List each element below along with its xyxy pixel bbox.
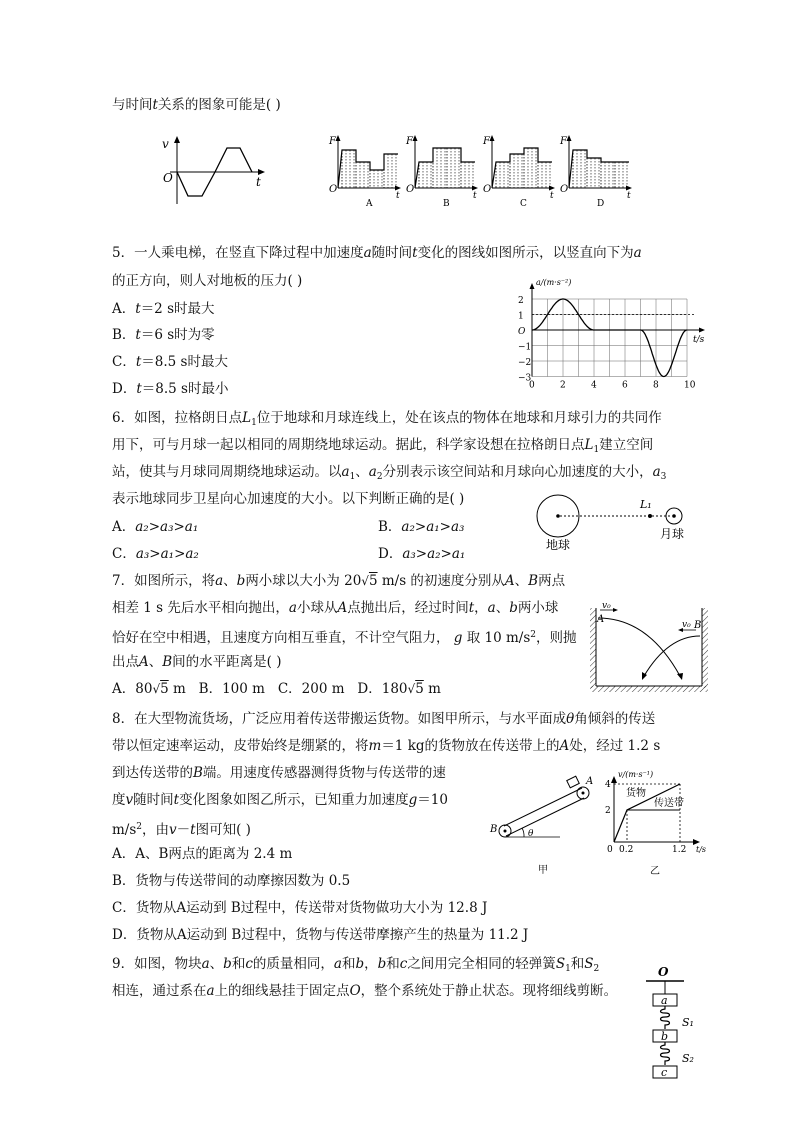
q5-xtick: 0 bbox=[529, 380, 535, 391]
q8-caption-yi: 乙 bbox=[650, 866, 660, 877]
f-graph-o-label: O bbox=[406, 184, 415, 195]
f-graph-t-label: t bbox=[550, 191, 554, 201]
f-graph-option-label: D bbox=[597, 199, 605, 209]
q6-option-a[interactable]: A．a₂>a₃>a₁ bbox=[112, 519, 199, 535]
q8-vt-origin: 0 bbox=[607, 845, 613, 855]
vt-v-label: v bbox=[162, 137, 169, 151]
f-graph-f-label: F bbox=[483, 136, 490, 147]
q6-option-b[interactable]: B．a₂>a₁>a₃ bbox=[378, 519, 465, 535]
f-graph-o-label: O bbox=[560, 184, 569, 195]
q5-ytitle: a/(m·s⁻²) bbox=[536, 278, 572, 287]
q5-xtick: 10 bbox=[684, 380, 696, 391]
q8-point-b: B bbox=[490, 824, 498, 835]
q7-options bbox=[112, 680, 441, 698]
l1-point bbox=[648, 514, 652, 518]
moon-label: 月球 bbox=[660, 527, 685, 541]
q6-line-1: 6．如图，拉格朗日点$L_1$位于地球和月球连线上，处在该点的物体在地球和月球引力的共同作 bbox=[112, 410, 662, 428]
q5-ytick: 1 bbox=[518, 311, 524, 322]
q8-option-c[interactable]: C．货物从A运动到 B过程中，传送带对货物做功大小为 12.8 J bbox=[112, 900, 488, 916]
q8-line-5: $m/s^2$，由v－t图可知( ) bbox=[112, 822, 251, 838]
svg-text:S₁: S₁ bbox=[682, 1016, 694, 1029]
f-graph-option-label: C bbox=[520, 199, 527, 209]
intro-text-after: 关系的图象可能是( ) bbox=[157, 97, 281, 113]
q7-line-3: 恰好在空中相遇，且速度方向相互垂直，不计空气阻力， g 取 10 $m/s^2$，则抛 bbox=[112, 630, 577, 646]
q7-line-1: 7．如图所示，将a、b两小球以大小为 20√5 m/s 的初速度分别从A、B两点 bbox=[112, 573, 566, 589]
q8-line-3: 到达传送带的B端。用速度传感器测得货物与传送带的速 bbox=[112, 765, 446, 781]
q8-line-2: 带以恒定速率运动，皮带始终是绷紧的，将m＝1 kg的货物放在传送带上的A处，经过 1.2 s bbox=[112, 738, 661, 754]
q6-line-4: 表示地球同步卫星向心加速度的大小。以下判断正确的是( ) bbox=[112, 491, 465, 507]
svg-text:c: c bbox=[661, 1066, 668, 1079]
f-graph-o-label: O bbox=[483, 184, 492, 195]
q8-theta: θ bbox=[528, 829, 534, 839]
q8-vt-x02: 0.2 bbox=[619, 845, 634, 855]
f-graph-f-label: F bbox=[406, 136, 413, 147]
q7-point-b: B bbox=[694, 620, 702, 631]
q7-option-a[interactable]: A．80√5 m bbox=[112, 681, 186, 697]
q9-point-o: O bbox=[658, 965, 669, 979]
q8-vt-ytitle: v/(m·s⁻¹) bbox=[618, 770, 654, 779]
q7-v0b: v₀ bbox=[682, 620, 691, 630]
q7-option-d[interactable]: D．180√5 m bbox=[357, 681, 441, 697]
q5-xtick: 8 bbox=[653, 380, 659, 391]
svg-text:b: b bbox=[661, 1030, 669, 1043]
q7-option-b[interactable]: B．100 m bbox=[198, 681, 265, 697]
q8-line-4: 度v随时间t变化图象如图乙所示，已知重力加速度g＝10 bbox=[112, 792, 448, 808]
q9-spring-figure bbox=[640, 964, 704, 1088]
q8-point-a: A bbox=[586, 776, 594, 787]
q8-caption-jia: 甲 bbox=[538, 865, 548, 876]
vt-o-label: O bbox=[163, 171, 173, 185]
f-graph-t-label: t bbox=[473, 191, 477, 201]
q8-vt-cargo: 货物 bbox=[626, 788, 646, 799]
q5-ytick: −3 bbox=[518, 373, 532, 384]
q6-earth-moon-figure bbox=[532, 492, 702, 552]
q8-vt-belt: 传送带 bbox=[654, 798, 684, 809]
svg-text:a: a bbox=[661, 994, 668, 1007]
f-graphs bbox=[326, 132, 636, 212]
q7-v0a: v₀ bbox=[602, 601, 611, 611]
f-graph-f-label: F bbox=[560, 136, 567, 147]
intro-text: 与时间 bbox=[112, 97, 153, 113]
q5-ytick: O bbox=[518, 327, 526, 337]
q8-option-b[interactable]: B．货物与传送带间的动摩擦因数为 0.5 bbox=[112, 873, 351, 889]
q5-line-2: 的正方向，则人对地板的压力( ) bbox=[112, 273, 303, 289]
q8-option-d[interactable]: D．货物从A运动到 B过程中，货物与传送带摩擦产生的热量为 11.2 J bbox=[112, 927, 529, 943]
q8-vt-graph bbox=[600, 768, 710, 878]
q5-option-d[interactable]: D．t＝8.5 s时最小 bbox=[112, 381, 229, 397]
q5-xtick: 6 bbox=[622, 380, 628, 391]
vt-t-label: t bbox=[256, 175, 261, 189]
q9-line-1: 9．如图，物块a、b和c的质量相同，a和b，b和c之间用完全相同的轻弹簧$S_1$和$S_2$ bbox=[112, 956, 600, 974]
q5-ytick: 2 bbox=[518, 296, 524, 306]
q8-vt-y2: 2 bbox=[605, 806, 611, 816]
q5-line-1: 5．一人乘电梯，在竖直下降过程中加速度a随时间t变化的图线如图所示，以竖直向下为a bbox=[112, 245, 642, 261]
q5-at-graph bbox=[510, 278, 710, 394]
intro-var: t bbox=[152, 97, 158, 113]
q5-option-c[interactable]: C．t＝8.5 s时最大 bbox=[112, 354, 228, 370]
q7-option-c[interactable]: C．200 m bbox=[277, 681, 345, 697]
q6-option-c[interactable]: C．a₃>a₁>a₂ bbox=[112, 546, 199, 562]
q5-xtitle: t/s bbox=[693, 335, 705, 345]
q5-xtick: 2 bbox=[560, 380, 566, 391]
f-graph-option-label: B bbox=[443, 199, 450, 209]
intro-line bbox=[112, 96, 281, 114]
q7-point-a: A bbox=[597, 614, 605, 625]
q6-line-2: 用下，可与月球一起以相同的周期绕地球运动。据此，科学家设想在拉格朗日点$L_1$建立空间 bbox=[112, 437, 654, 455]
q7-line-2: 相差 1 s 先后水平相向抛出，a小球从A点抛出后，经过时间t，a、b两小球 bbox=[112, 600, 559, 616]
q5-option-a[interactable]: A．t＝2 s时最大 bbox=[112, 301, 215, 317]
q5-ytick: −1 bbox=[518, 342, 532, 353]
q8-vt-x12: 1.2 bbox=[672, 845, 687, 855]
earth-label: 地球 bbox=[546, 538, 571, 552]
f-graph-t-label: t bbox=[627, 191, 631, 201]
q9-line-2: 相连，通过系在a上的细线悬挂于固定点O，整个系统处于静止状态。现将细线剪断。 bbox=[112, 983, 618, 999]
q8-belt-figure bbox=[488, 776, 598, 876]
q8-vt-y4: 4 bbox=[605, 780, 611, 790]
q8-option-a[interactable]: A．A、B两点的距离为 2.4 m bbox=[112, 846, 293, 862]
f-graph-option-label: A bbox=[366, 199, 373, 209]
q6-line-3: 站，使其与月球同周期绕地球运动。以$a_1$、$a_2$分别表示该空间站和月球向心加速度的大小，$a_3$ bbox=[112, 464, 667, 482]
f-graph-f-label: F bbox=[329, 136, 336, 147]
f-graph-o-label: O bbox=[329, 184, 338, 195]
q6-option-d[interactable]: D．a₃>a₂>a₁ bbox=[378, 546, 466, 562]
spring-s1 bbox=[661, 1006, 670, 1029]
q5-xtick: 4 bbox=[591, 380, 597, 391]
q8-vt-xtitle: t/s bbox=[696, 845, 707, 854]
spring-s2 bbox=[661, 1042, 670, 1065]
q5-ytick: −2 bbox=[518, 358, 532, 368]
f-graph-t-label: t bbox=[396, 191, 400, 201]
q7-projectile-figure bbox=[588, 600, 712, 692]
q7-line-4: 出点A、B间的水平距离是( ) bbox=[112, 654, 282, 670]
svg-text:S₂: S₂ bbox=[682, 1052, 694, 1065]
q8-line-1: 8．在大型物流货场，广泛应用着传送带搬运货物。如图甲所示，与水平面成θ角倾斜的传送 bbox=[112, 711, 656, 727]
vt-wave-figure bbox=[160, 134, 270, 214]
l1-label: L₁ bbox=[640, 498, 652, 511]
q5-option-b[interactable]: B．t＝6 s时为零 bbox=[112, 327, 215, 343]
